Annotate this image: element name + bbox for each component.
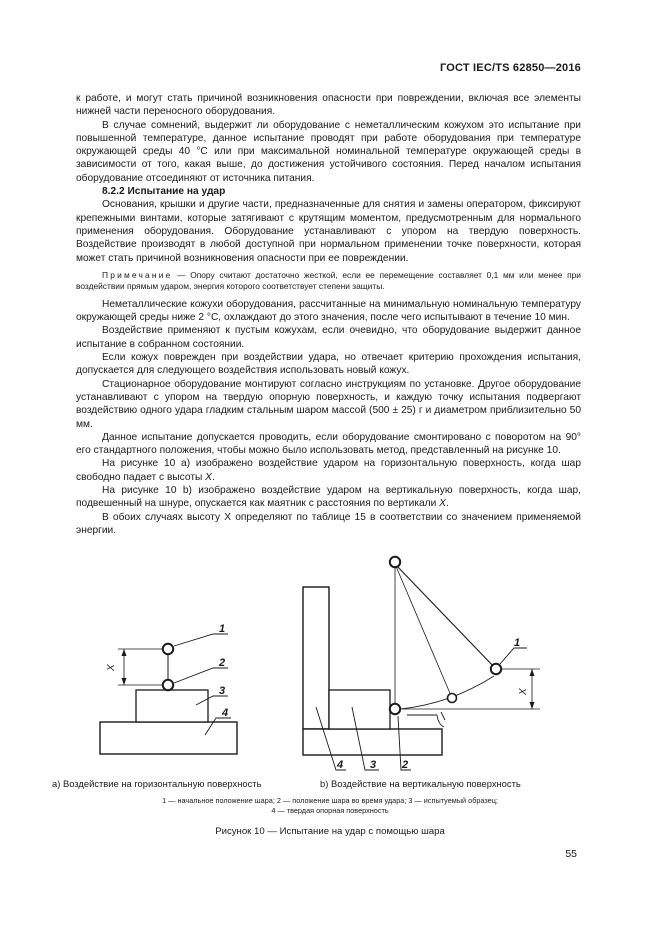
- body-text: [76, 92, 581, 537]
- test-sample-a: [136, 690, 208, 722]
- ball-impact-position-b: [390, 704, 400, 714]
- ball-initial-position-b: [491, 664, 501, 674]
- caption-b: b) Воздействие на вертикальную поверхность: [320, 778, 521, 789]
- paragraph: Основания, крышки и другие части, предназначенные для снятия и замены оператором, фиксируют крепежными винтами, которые затягивают с крутящим моментом, предусмотренным для нормального применения оборудования. Оборудование устанавливают с упором на твердую поверхность. Воздействие производят в любой доступной при нормальном применении точке поверхности, которая может стать причиной возникновения опасности при ее повреждении.: [76, 199, 581, 264]
- arrowhead: [122, 649, 127, 656]
- figure-a: [100, 634, 237, 754]
- paragraph-text: На рисунке 10 b) изображено воздействие ударом на вертикальную поверхность, когда шар, подвешенный на шнуре, опускается как маятник с расстояния по вертикали: [76, 485, 581, 510]
- paragraph: Если кожух поврежден при воздействии удара, но отвечает критерию прохождения испытания, допускается для следующего воздействия использовать новый кожух.: [76, 352, 581, 377]
- legend-line: 1 — начальное положение шара; 2 — положение шара во время удара; 3 — испытуемый образец;: [162, 796, 498, 805]
- paragraph-text: На рисунке 10 а) изображено воздействие ударом на горизонтальную поверхность, когда шар свободно падает с высоты: [76, 458, 581, 483]
- label-4-a: 4: [222, 707, 229, 719]
- pivot-point: [390, 557, 400, 567]
- caption-a: a) Воздействие на горизонтальную поверхность: [52, 778, 262, 789]
- paragraph: к работе, и могут стать причиной возникновения опасности при повреждении, включая все элементы нижней части переносного оборудования.: [76, 93, 581, 118]
- ball-impact-position: [163, 680, 173, 690]
- test-sample-b: [329, 690, 390, 729]
- note-text: — Опору считают достаточно жесткой, если ее перемещение составляет 0,1 мм или менее при воздействии прямым ударом, энергия которого соответствует степени защиты.: [76, 269, 581, 291]
- paragraph-end: .: [211, 471, 215, 483]
- swing-arc: [400, 676, 494, 709]
- figure-legend: [80, 796, 580, 816]
- ball-initial-position: [163, 644, 173, 654]
- pendulum-cord-initial: [395, 564, 496, 669]
- legend-line: 4 — твердая опорная поверхность: [271, 806, 389, 815]
- label-1-b: 1: [514, 637, 521, 649]
- figure-b: [303, 557, 540, 770]
- support-surface-a: [100, 722, 237, 754]
- leader-line-1-b: [500, 648, 527, 664]
- figure-10-diagram: [0, 545, 661, 780]
- label-4-b: 4: [337, 759, 344, 771]
- page-number: 55: [565, 848, 577, 860]
- variable-x: X: [205, 471, 212, 483]
- ball-intermediate-position: [448, 694, 457, 703]
- variable-x: X: [439, 498, 446, 510]
- label-x-a: X: [106, 664, 117, 671]
- label-1-a: 1: [219, 623, 226, 635]
- leader-line-2: [174, 668, 228, 683]
- label-2-b: 2: [402, 759, 409, 771]
- paragraph-end: .: [445, 498, 449, 510]
- label-x-b: X: [518, 688, 529, 695]
- label-2-a: 2: [219, 657, 226, 669]
- paragraph: В обоих случаях высоту X определяют по таблице 15 в соответствии со значением применяемой энергии.: [76, 511, 581, 536]
- section-heading: 8.2.2 Испытание на удар: [102, 186, 226, 198]
- paragraph: Стационарное оборудование монтируют согласно инструкциям по установке. Другое оборудование устанавливают с упором на твердую опорную поверхность, и каждую точку испытания подвергают воздействию одного удара гладким стальным шаром массой (500 ± 25) г и диаметром приблизительно 50 мм.: [76, 378, 581, 430]
- note-label: Примечание: [102, 269, 173, 280]
- paragraph: Данное испытание допускается проводить, если оборудование смонтировано с поворотом на 90° его стандартного положения, чтобы можно было использовать метод, представленный на рисунке 10.: [76, 431, 581, 457]
- document-header: ГОСТ IEC/TS 62850—2016: [439, 62, 581, 74]
- paragraph: [76, 484, 581, 511]
- paragraph: В случае сомнений, выдержит ли оборудование с неметаллическим кожухом это испытание при повышенной температуре, данное испытание проводят при работе оборудования при температуре окружающей среды 40 °С или при максимальной номинальной температуре окружающей среды в зависимости от того, какая выше, до достижения устойчивого состояния. Перед началом испытания оборудование отсоединяют от источника питания.: [76, 119, 581, 184]
- note: [76, 270, 581, 292]
- arrowhead: [530, 669, 535, 676]
- stop-detail: [407, 712, 445, 727]
- figure-title: Рисунок 10 — Испытание на удар с помощью шара: [215, 826, 445, 837]
- arrowhead: [530, 702, 535, 709]
- paragraph: [76, 457, 581, 484]
- paragraph: Неметаллические кожухи оборудования, рассчитанные на минимальную номинальную температуру окружающей среды ниже 2 °С, охлаждают до этого значения, после чего испытывают в течение 10 мин.: [76, 298, 581, 324]
- arrowhead: [122, 678, 127, 685]
- leader-line-1: [174, 634, 228, 646]
- label-3-b: 3: [370, 759, 377, 771]
- paragraph: Воздействие применяют к пустым кожухам, если очевидно, что оборудование выдержит данное испытание в собранном состоянии.: [76, 325, 581, 350]
- label-3-a: 3: [219, 685, 226, 697]
- pendulum-cord-intermediate: [395, 564, 452, 698]
